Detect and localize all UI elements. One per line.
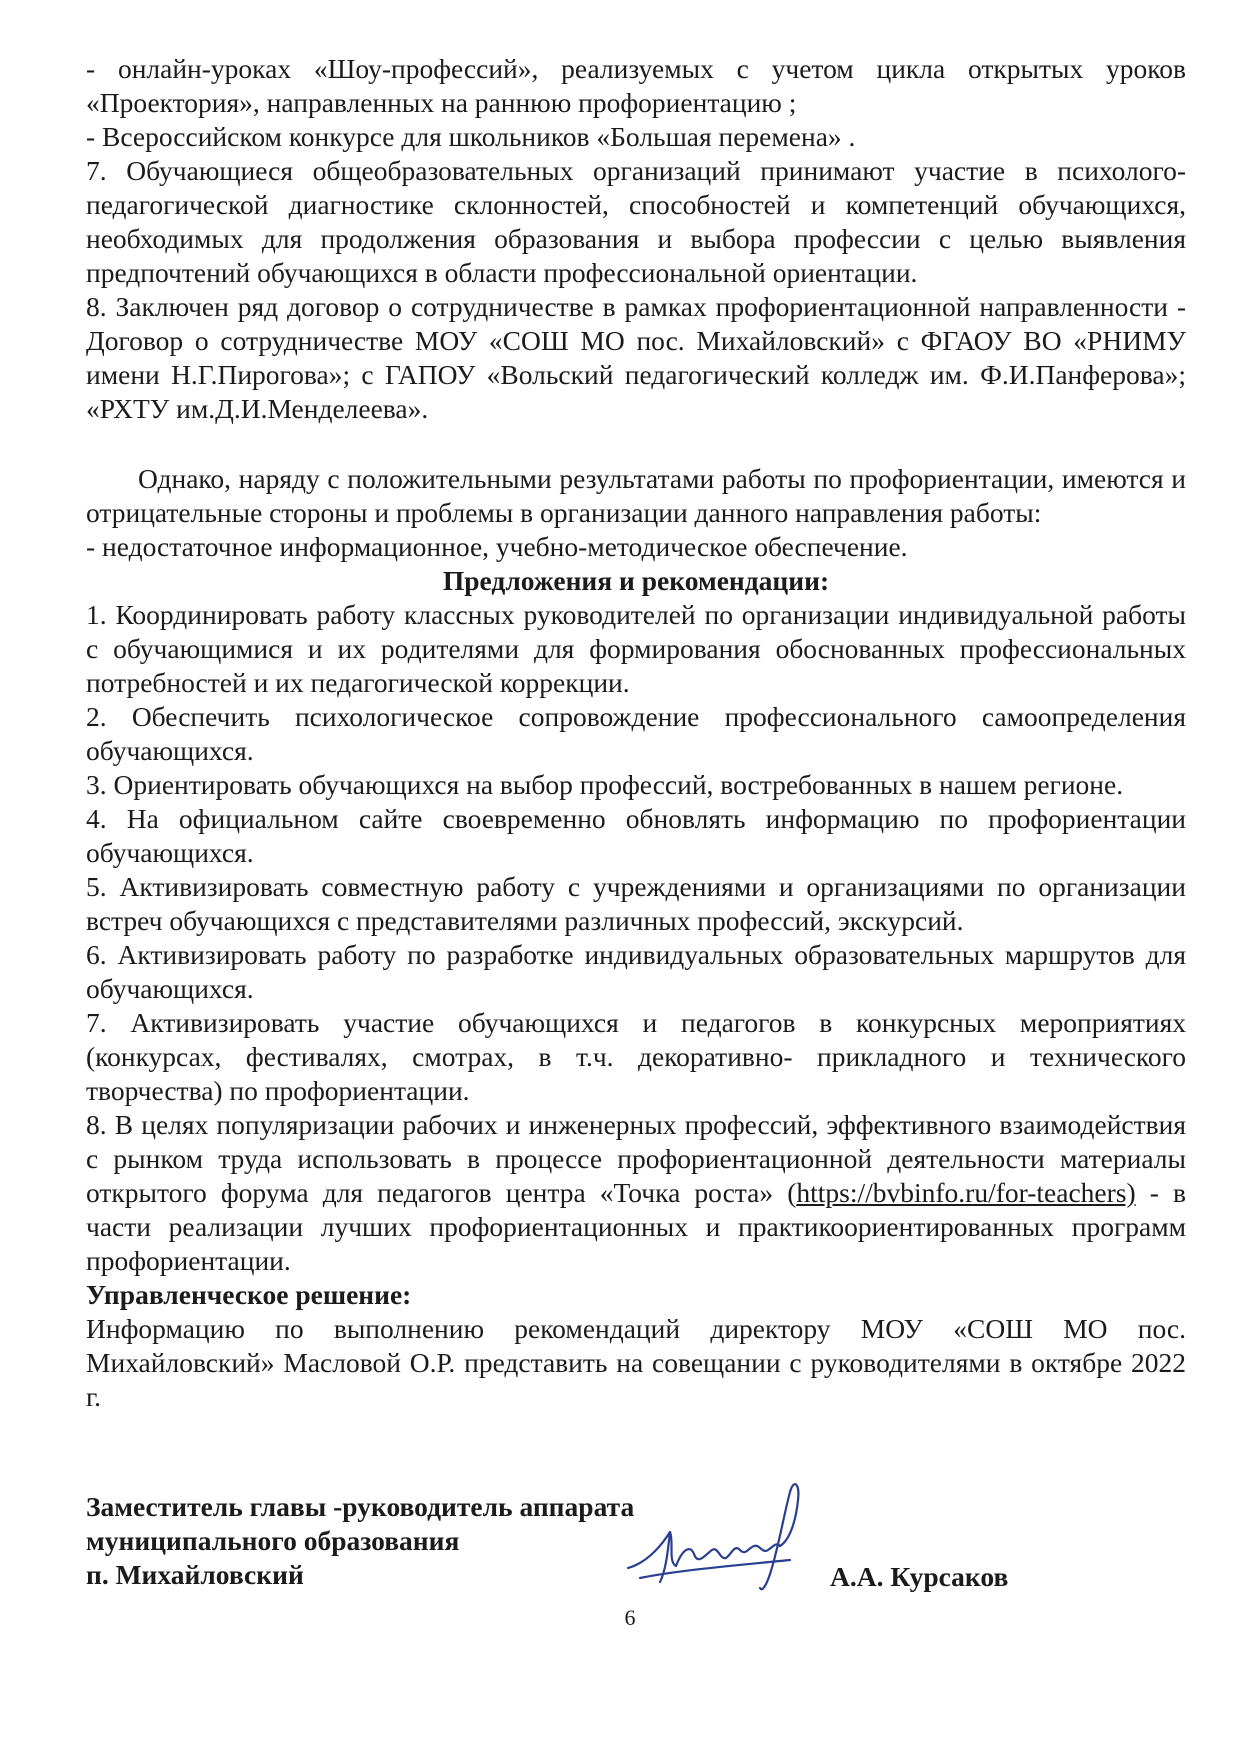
signatory-position-line2: муниципального образования bbox=[86, 1525, 460, 1556]
signatory-name: А.А. Курсаков bbox=[830, 1561, 1009, 1592]
recommendation-5: 5. Активизировать совместную работу с учреждениями и организациями по организации встреч обучающихся с представителями различных профессий, экскурсий. bbox=[86, 871, 1186, 936]
document-body bbox=[86, 52, 1186, 1414]
paragraph-big-change-contest: - Всероссийском конкурсе для школьников «Большая перемена» . bbox=[86, 121, 856, 152]
decision-text: Информацию по выполнению рекомендаций директору МОУ «СОШ МО пос. Михайловский» Масловой О.Р. представить на совещании с руководителями в октябре 2022 г. bbox=[86, 1313, 1186, 1412]
spacer bbox=[86, 426, 1186, 462]
recommendation-1: 1. Координировать работу классных руководителей по организации индивидуальной работы с обучающимися и их родителями для формирования обоснованных профессиональных потребностей и их педагогической коррекции. bbox=[86, 599, 1186, 698]
handwritten-signature bbox=[620, 1470, 830, 1600]
problems-intro: Однако, наряду с положительными результатами работы по профориентации, имеются и отрицательные стороны и проблемы в организации данного направления работы: bbox=[86, 463, 1186, 528]
paragraph-item-7: 7. Обучающиеся общеобразовательных организаций принимают участие в психолого-педагогической диагностике склонностей, способностей и компетенций обучающихся, необходимых для продолжения образования и выбора профессии с целью выявления предпочтений обучающихся в области профессиональной ориентации. bbox=[86, 155, 1186, 288]
recommendation-2: 2. Обеспечить психологическое сопровождение профессионального самоопределения обучающихся. bbox=[86, 701, 1186, 766]
recommendation-8-text-before: 8. В целях популяризации рабочих и инженерных профессий, эффективного взаимодействия с рынком труда использовать в процессе профориентационной деятельности материалы открытого форума для педагогов центра «Точка роста» ( bbox=[86, 1109, 1186, 1208]
forum-link[interactable]: https://bvbinfo.ru/for-teachers) bbox=[796, 1177, 1136, 1208]
recommendation-6: 6. Активизировать работу по разработке индивидуальных образовательных маршрутов для обучающихся. bbox=[86, 939, 1186, 1004]
recommendation-4: 4. На официальном сайте своевременно обновлять информацию по профориентации обучающихся. bbox=[86, 803, 1186, 868]
page-number: 6 bbox=[624, 1605, 636, 1630]
recommendation-8-text-after: - в части реализации лучших профориентационных и практикоориентированных программ профориентации. bbox=[86, 1177, 1186, 1276]
recommendation-8 bbox=[86, 1108, 1186, 1278]
decision-heading: Управленческое решение: bbox=[86, 1279, 412, 1310]
problems-item: - недостаточное информационное, учебно-методическое обеспечение. bbox=[86, 531, 908, 562]
paragraph-online-lessons: - онлайн-уроках «Шоу-профессий», реализуемых с учетом цикла открытых уроков «Проектория», направленных на раннюю профориентацию ; bbox=[86, 53, 1186, 118]
recommendation-7: 7. Активизировать участие обучающихся и педагогов в конкурсных мероприятиях (конкурсах, фестивалях, смотрах, в т.ч. декоративно- прикладного и технического творчества) по профориентации. bbox=[86, 1007, 1186, 1106]
signatory-position-line3: п. Михайловский bbox=[86, 1559, 304, 1590]
paragraph-item-8: 8. Заключен ряд договор о сотрудничестве в рамках профориентационной направленности - Договор о сотрудничестве МОУ «СОШ МО пос. Михайловский» с ФГАОУ ВО «РНИМУ имени Н.Г.Пирогова»; с ГАПОУ «Вольский педагогический колледж им. Ф.И.Панферова»; «РХТУ им.Д.И.Менделеева». bbox=[86, 291, 1186, 424]
recommendations-heading: Предложения и рекомендации: bbox=[442, 565, 830, 596]
recommendation-3: 3. Ориентировать обучающихся на выбор профессий, востребованных в нашем регионе. bbox=[86, 769, 1124, 800]
signatory-position-line1: Заместитель главы -руководитель аппарата bbox=[86, 1491, 635, 1522]
